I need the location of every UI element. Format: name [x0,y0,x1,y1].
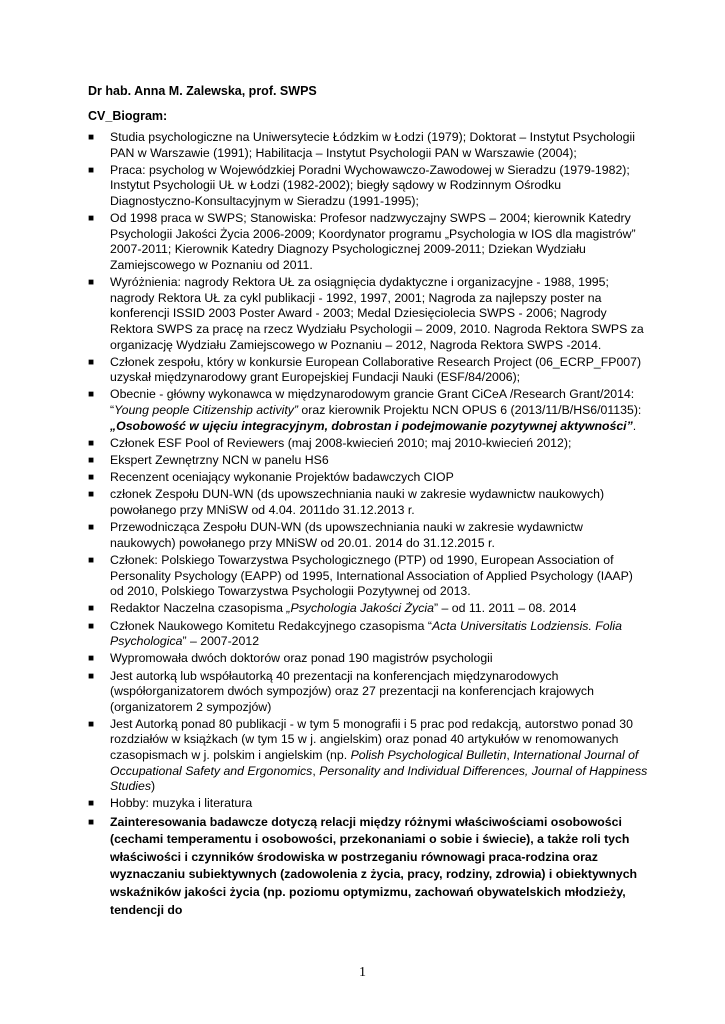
list-item-text: Personality and Individual Differences, Journal of Happiness Studies [110,763,648,794]
list-item-text: ) [151,779,156,794]
bullet-icon: ■ [88,670,95,682]
bullet-icon: ■ [88,798,95,810]
list-item-text: Obecnie - główny wykonawca w międzynarodowym grancie Grant CiCeA /Research Grant/2014: “ [110,387,635,418]
list-item-text: „Psychologia Jakości Życia [286,601,434,616]
list-item [88,453,648,469]
page-number: 1 [359,965,366,980]
list-item [88,814,648,920]
list-item-text: Członek ESF Pool of Reviewers (maj 2008-kwiecień 2010; maj 2010-kwiecień 2012); [110,435,572,450]
list-item [88,275,648,353]
bullet-icon: ■ [88,603,95,615]
list-item [88,601,648,617]
list-item-text: Acta Universitatis Lodziensis. Folia Psychologica [110,618,622,649]
list-item-text: ” – 2007-2012 [182,634,260,649]
list-item-text: Członek Naukowego Komitetu Redakcyjnego czasopisma “ [110,618,432,633]
biography-list [88,130,648,921]
list-item [88,130,648,161]
bullet-icon: ■ [88,554,95,566]
list-item-text: „Osobowość w ujęciu integracyjnym, dobrostan i podejmowanie pozytywnej aktywności” [110,418,633,433]
list-item-text: , [506,748,514,763]
author-name: Dr hab. Anna M. Zalewska, prof. SWPS [88,84,317,98]
list-item-text: Recenzent oceniający wykonanie Projektów badawczych CIOP [110,470,454,485]
list-item [88,387,648,434]
list-item [88,796,648,812]
list-item [88,470,648,486]
bullet-icon: ■ [88,437,95,449]
bullet-icon: ■ [88,522,95,534]
list-item [88,619,648,650]
list-item [88,436,648,452]
list-item-text: Wypromowała dwóch doktorów oraz ponad 190 magistrów psychologii [110,651,493,666]
bullet-icon: ■ [88,277,95,289]
list-item-text: Zainteresowania badawcze dotyczą relacji między różnymi właściwościami osobowości (cechami temperamentu i osobowości, przekonaniami o sobie i świecie), a także roli tych właściwości i czynników środowiska w postrzeganiu równowagi praca-rodzina oraz wyznaczaniu subiektywnych (zadowolenia z życia, pracy, rodziny, zdrowia) i obiektywnych wskaźników jakości życia (np. poziomu optymizmu, zachowań obywatelskich młodzieży, tendencji do [110,814,638,917]
list-item-text: Członek: Polskiego Towarzystwa Psychologicznego (PTP) od 1990, European Association of Personality Psychology (EAPP) od 1995, International Association of Applied Psychology (IAAP) od 2010, Polskiego Towarzystwa Psychologii Pozytywnej od 2013. [110,552,633,599]
bullet-icon: ■ [88,164,95,176]
list-item [88,211,648,273]
bullet-icon: ■ [88,472,95,484]
list-item-text: Przewodnicząca Zespołu DUN-WN (ds upowszechniania nauki w zakresie wydawnictw naukowych) powołanego przy MNiSW od 20.01. 2014 do 31.12.2015 r. [110,520,583,550]
bullet-icon: ■ [88,816,95,828]
list-item [88,717,648,795]
list-item [88,669,648,716]
list-item-text: członek Zespołu DUN-WN (ds upowszechniania nauki w zakresie wydawnictw naukowych) powołanego przy MNiSW od 4.04. 2011do 31.12.2013 r. [110,487,605,517]
list-item-text: Wyróżnienia: nagrody Rektora UŁ za osiągnięcia dydaktyczne i organizacyjne - 1988, 1995; nagrody Rektora UŁ za cykl publikacji - 1992, 1997, 2001; Nagroda za najlepszy poster na konferencji ISSID 2003 Poster Award - 2003; Medal Dziesięciolecia SWPS - 2006; Nagrody Rektora SWPS za pracę na rzecz Wydziału Psychologii – 2009, 2010. Nagroda Rektora SWPS za organizację Wydziału Zamiejscowego w Poznaniu – 2012, Nagroda Rektora SWPS -2014. [110,275,644,352]
bullet-icon: ■ [88,356,95,368]
list-item-text: . [632,418,637,433]
list-item [88,520,648,551]
list-item-text: Hobby: muzyka i literatura [110,796,253,811]
list-item-text: Studia psychologiczne na Uniwersytecie Łódzkim w Łodzi (1979); Doktorat – Instytut Psychologii PAN w Warszawie (1991); Habilitacja – Instytut Psychologii PAN w Warszawie (2004); [110,130,635,160]
bullet-icon: ■ [88,213,95,225]
bullet-icon: ■ [88,653,95,665]
bullet-icon: ■ [88,132,95,143]
bullet-icon: ■ [88,389,95,401]
list-item [88,651,648,667]
list-item-text: Od 1998 praca w SWPS; Stanowiska: Profesor nadzwyczajny SWPS – 2004; kierownik Katedry Psychologii Jakości Życia 2006-2009; Koordynator programu „Psychologia w IOS dla magistrów” 2007-2011; Kierownik Katedry Diagnozy Psychologicznej 2009-2011; Dziekan Wydziału Zamiejscowego w Poznaniu od 2011. [110,211,636,272]
list-item-text: oraz kierownik Projektu NCN OPUS 6 (2013/11/B/HS6/01135): [298,403,642,418]
list-item-text: Polish Psychological Bulletin [350,748,507,763]
list-item-text: Jest autorką lub współautorką 40 prezentacji na konferencjach międzynarodowych (współorganizatorem dwóch sympozjów) oraz 27 prezentacji na konferencjach krajowych (organizatorem 2 sympozjów) [110,668,594,714]
bullet-icon: ■ [88,455,95,467]
list-item-text: International Journal of Occupational Safety and Ergonomics [110,748,639,778]
bullet-icon: ■ [88,620,95,632]
bullet-icon: ■ [88,489,95,501]
list-item [88,163,648,210]
list-item-text: Ekspert Zewnętrzny NCN w panelu HS6 [110,453,329,468]
list-item-text: , [312,763,320,778]
bullet-icon: ■ [88,718,95,730]
list-item-text: Jest Autorką ponad 80 publikacji - w tym 5 monografii i 5 prac pod redakcją, autorstwo ponad 30 rozdziałów w książkach (w tym 15 w j. angielskim) oraz ponad 40 artykułów w renomowanych czasopismach w j. polskim i angielskim (np. [110,716,633,763]
list-item [88,487,648,518]
list-item-text: Young people Citizenship activity” [114,403,298,418]
list-item-text: Członek zespołu, który w konkursie European Collaborative Research Project (06_ECRP_FP007) uzyskał międzynarodowy grant Europejskiej Fundacji Nauki (ESF/84/2006); [110,354,642,385]
list-item [88,355,648,386]
list-item [88,553,648,600]
list-item-text: Praca: psycholog w Wojewódzkiej Poradni Wychowawczo-Zawodowej w Sieradzu (1979-1982); Instytut Psychologii UŁ w Łodzi (1982-2002); biegły sądowy w Rodzinnym Ośrodku Diagnostyczno-Konsultacyjnym w Sieradzu (1991-1995); [110,162,630,208]
list-item-text: Redaktor Naczelna czasopisma [110,601,287,616]
list-item-text: ” – od 11. 2011 – 08. 2014 [433,601,577,616]
section-heading: CV_Biogram: [88,109,168,123]
